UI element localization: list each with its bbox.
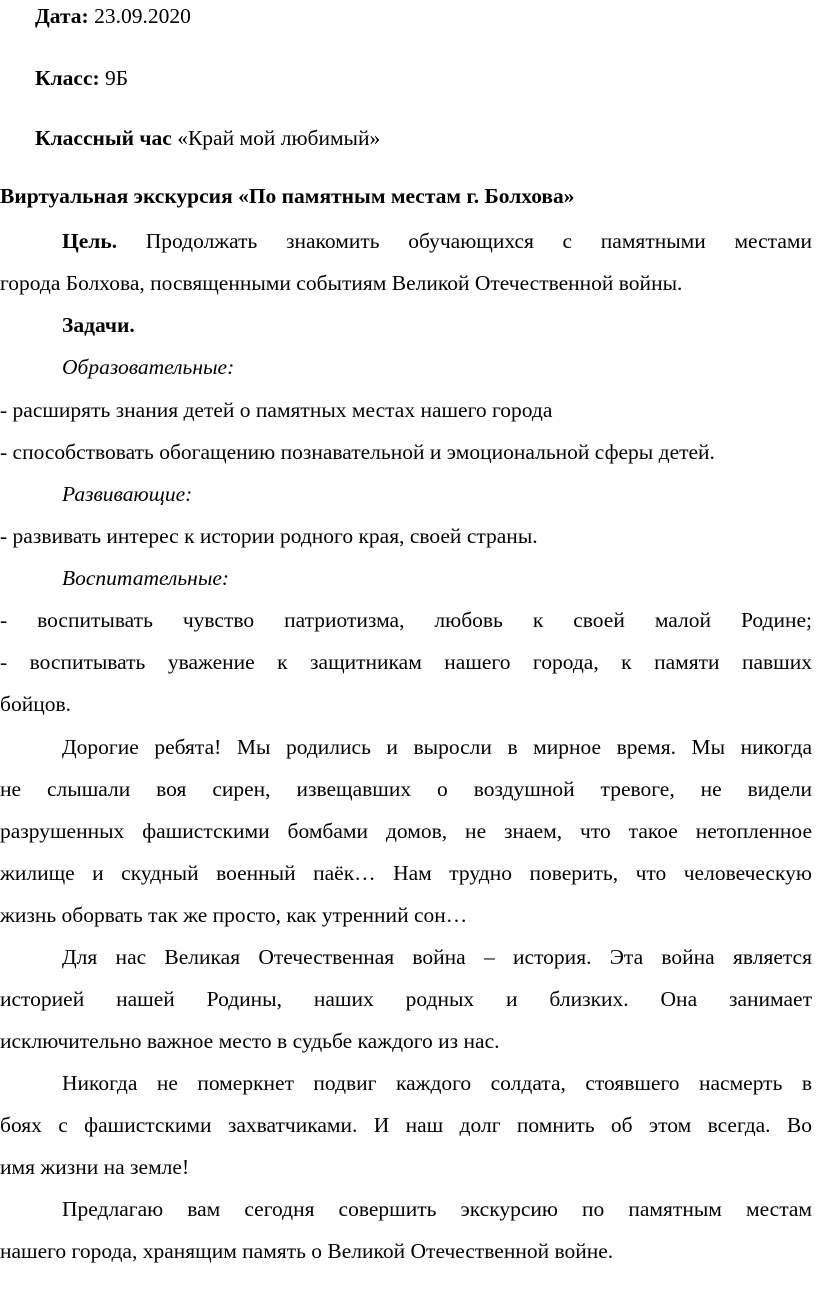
paragraph-4-line-2: нашего города, хранящим память о Великой Отечественной войне. bbox=[0, 1239, 614, 1263]
developing-item-1: - развивать интерес к истории родного края, своей страны. bbox=[0, 524, 538, 548]
upbringing-line-1: - воспитывать чувство патриотизма, любовь к своей малой Родине; bbox=[0, 608, 812, 632]
upbringing-line-2: - воспитывать уважение к защитникам нашего города, к памяти павших bbox=[0, 650, 812, 674]
paragraph-2-line-1: Для нас Великая Отечественная война – история. Эта война является bbox=[62, 945, 812, 969]
paragraph-2-line-3: исключительно важное место в судьбе каждого из нас. bbox=[0, 1029, 500, 1053]
paragraph-3-line-1: Никогда не померкнет подвиг каждого солдата, стоявшего насмерть в bbox=[62, 1071, 812, 1095]
event-line bbox=[35, 124, 795, 152]
upbringing-label: Воспитательные: bbox=[62, 566, 230, 590]
page-title: Виртуальная экскурсия «По памятным местам г. Болхова» bbox=[0, 184, 575, 208]
goal-line-1 bbox=[62, 227, 812, 255]
educational-item-1: - расширять знания детей о памятных местах нашего города bbox=[0, 398, 553, 422]
event-label: Классный час bbox=[35, 126, 172, 150]
paragraph-1-line-5: жизнь оборвать так же просто, как утренний сон… bbox=[0, 903, 468, 927]
paragraph-3-line-2: боях с фашистскими захватчиками. И наш долг помнить об этом всегда. Во bbox=[0, 1113, 812, 1137]
class-value: 9Б bbox=[105, 66, 129, 90]
paragraph-2-line-2: историей нашей Родины, наших родных и близких. Она занимает bbox=[0, 987, 812, 1011]
paragraph-3-line-3: имя жизни на земле! bbox=[0, 1155, 190, 1179]
upbringing-line-3: бойцов. bbox=[0, 692, 71, 716]
educational-label: Образовательные: bbox=[62, 355, 235, 379]
paragraph-4-line-1: Предлагаю вам сегодня совершить экскурсию по памятным местам bbox=[62, 1197, 812, 1221]
date-line bbox=[35, 2, 795, 30]
paragraph-1-line-4: жилище и скудный военный паёк… Нам трудно поверить, что человеческую bbox=[0, 861, 812, 885]
class-line bbox=[35, 64, 795, 92]
goal-label: Цель. bbox=[62, 229, 118, 253]
class-label: Класс: bbox=[35, 66, 100, 90]
goal-text-1: Продолжать знакомить обучающихся с памятными местами bbox=[145, 229, 812, 253]
paragraph-1-line-3: разрушенных фашистскими бомбами домов, не знаем, что такое нетопленное bbox=[0, 819, 812, 843]
goal-line-2: города Болхова, посвященными событиям Великой Отечественной войны. bbox=[0, 271, 683, 295]
developing-label: Развивающие: bbox=[62, 482, 193, 506]
paragraph-1-line-2: не слышали воя сирен, извещавших о воздушной тревоге, не видели bbox=[0, 777, 812, 801]
educational-item-2: - способствовать обогащению познавательной и эмоциональной сферы детей. bbox=[0, 440, 715, 464]
date-value: 23.09.2020 bbox=[94, 4, 191, 28]
paragraph-1-line-1: Дорогие ребята! Мы родились и выросли в мирное время. Мы никогда bbox=[62, 735, 812, 759]
date-label: Дата: bbox=[35, 4, 89, 28]
tasks-heading: Задачи. bbox=[62, 313, 135, 337]
event-value: «Край мой любимый» bbox=[177, 126, 381, 150]
